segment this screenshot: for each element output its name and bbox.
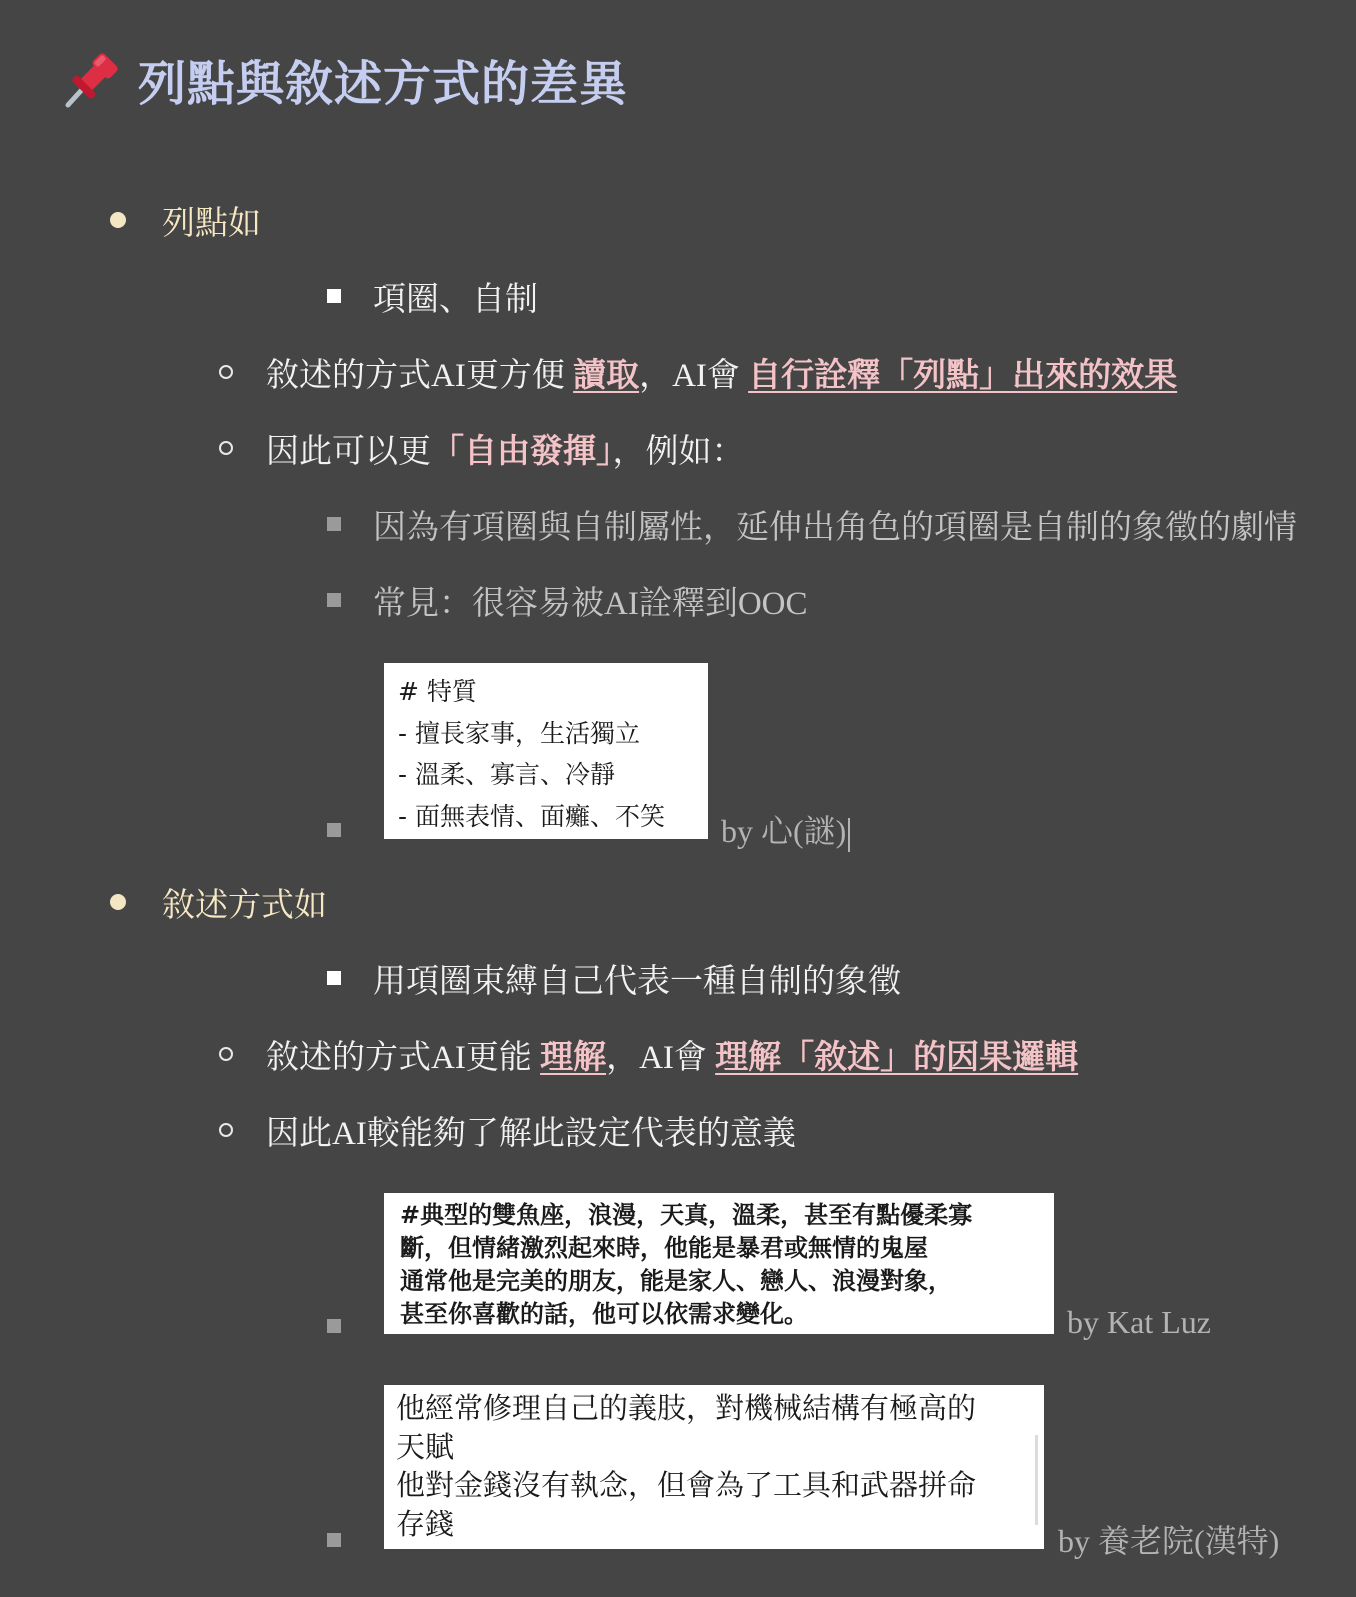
list-item	[327, 500, 1297, 548]
trait-card-list	[384, 663, 708, 839]
point-text: 敘述的方式AI更能 理解，AI會 理解「敘述」的因果邏輯	[266, 1039, 1079, 1076]
sub-text: 因為有項圈與自制屬性，延伸出角色的項圈是自制的象徵的劇情	[373, 506, 1297, 546]
bullet-circle	[219, 1123, 233, 1137]
section-heading-text: 列點如	[162, 202, 261, 242]
section-heading-list	[110, 196, 261, 244]
bullet-square	[327, 517, 341, 531]
card-line: - 面無表情、面癱、不笑	[398, 801, 665, 831]
bullet-circle	[219, 365, 233, 379]
card-line: 他經常修理自己的義肢，對機械結構有極高的	[396, 1391, 977, 1425]
highlight-link: 讀取	[573, 357, 640, 394]
highlight-link: 自行詮釋「列點」出來的效果	[748, 357, 1178, 394]
list-item	[327, 954, 901, 1002]
bullet-square	[327, 289, 341, 303]
section-heading-text: 敘述方式如	[162, 884, 327, 924]
list-item	[327, 576, 808, 624]
card-line: - 擅長家事，生活獨立	[398, 718, 640, 748]
list-item	[219, 1106, 796, 1154]
bullet-square	[327, 1533, 341, 1547]
title-row	[62, 44, 628, 114]
highlight-link: 理解「敘述」的因果邏輯	[715, 1039, 1079, 1076]
bullet-square	[327, 971, 341, 985]
highlight-text: 「自由發揮」	[431, 430, 613, 470]
point-text: 敘述的方式AI更方便 讀取，AI會 自行詮釋「列點」出來的效果	[266, 357, 1178, 394]
list-item	[219, 348, 1177, 396]
card-line: # 特質	[398, 677, 477, 706]
card-line: #典型的雙魚座，浪漫，天真，溫柔，甚至有點優柔寡	[400, 1201, 973, 1229]
credit-text: by Kat Luz	[1067, 1304, 1211, 1340]
bullet-square	[327, 823, 341, 837]
point-text: 因此可以更「自由發揮」，例如：	[266, 430, 745, 470]
list-item-image	[327, 1533, 341, 1547]
card-line: 他對金錢沒有執念，但會為了工具和武器拼命	[396, 1468, 977, 1502]
list-item	[327, 272, 538, 320]
example-text: 用項圈束縛自己代表一種自制的象徵	[373, 960, 901, 1000]
card-line: 斷，但情緒激烈起來時，他能是暴君或無情的鬼屋	[400, 1234, 928, 1262]
pushpin-icon	[62, 49, 122, 109]
page-title: 列點與敘述方式的差異	[138, 55, 629, 112]
card-line: 天賦	[396, 1429, 455, 1464]
text-cursor	[848, 818, 850, 852]
list-item-image	[327, 1319, 341, 1333]
bullet-square	[327, 593, 341, 607]
bullet-circle	[219, 1047, 233, 1061]
card-scrollbar[interactable]	[1035, 1435, 1038, 1525]
trait-card-mechanic	[384, 1385, 1044, 1549]
bullet-dot	[110, 212, 126, 228]
credit-text: by 養老院(漢特)	[1058, 1523, 1280, 1559]
bullet-square	[327, 1319, 341, 1333]
bullet-circle	[219, 441, 233, 455]
card-line: 存錢	[396, 1506, 455, 1541]
credit-text: by 心(謎)	[721, 806, 850, 852]
list-item	[219, 1030, 1078, 1078]
card-line: - 溫柔、寡言、冷靜	[398, 760, 615, 789]
list-item	[219, 424, 745, 472]
sub-text: 常見：很容易被AI詮釋到OOC	[373, 585, 808, 622]
card-line: 甚至你喜歡的話，他可以依需求變化。	[400, 1300, 808, 1328]
example-text: 項圈、自制	[373, 278, 538, 318]
point-text: 因此AI較能夠了解此設定代表的意義	[266, 1115, 796, 1152]
section-heading-narrative	[110, 878, 327, 926]
bullet-dot	[110, 894, 126, 910]
trait-card-pisces	[384, 1193, 1054, 1334]
card-line: 通常他是完美的朋友，能是家人、戀人、浪漫對象，	[400, 1267, 952, 1295]
list-item-image	[327, 823, 341, 837]
highlight-link: 理解	[540, 1039, 607, 1076]
